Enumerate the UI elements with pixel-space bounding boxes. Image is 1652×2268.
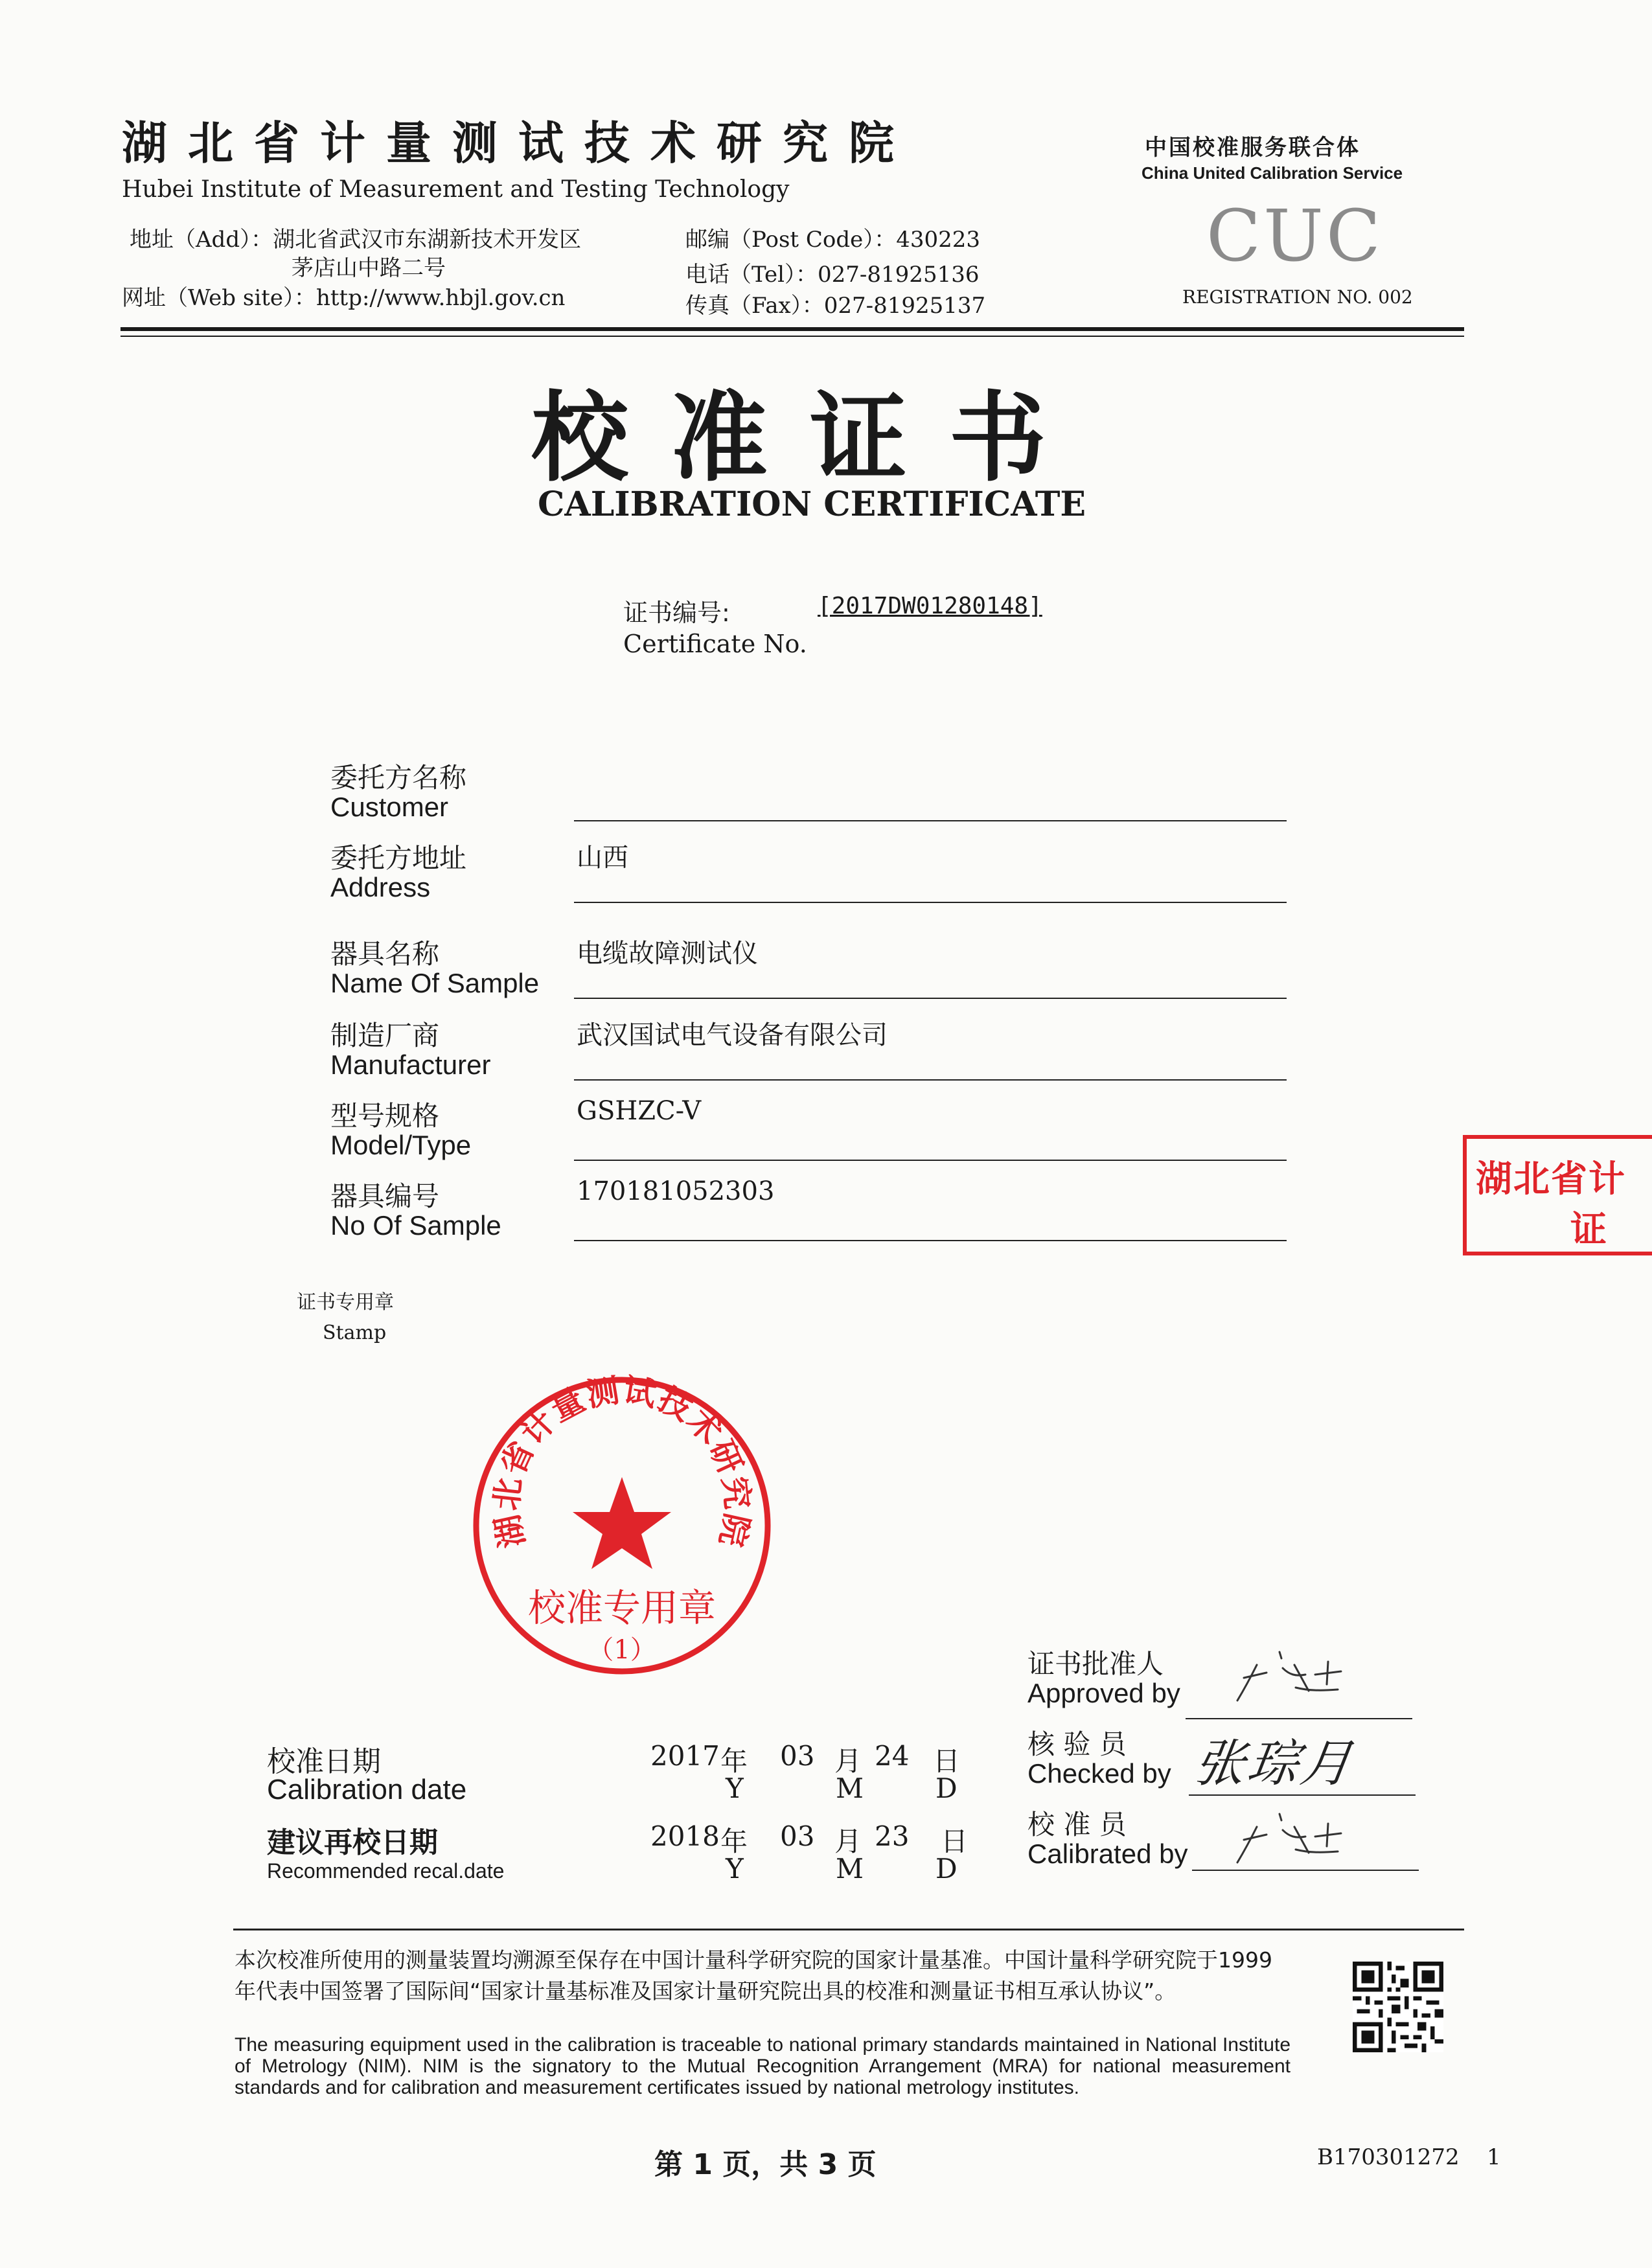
cuc-name-en: China United Calibration Service — [1141, 163, 1403, 183]
calibrated-line — [1192, 1870, 1419, 1871]
website: 网址（Web site）：http://www.hbjl.gov.cn — [122, 285, 566, 311]
stamp-label-en: Stamp — [323, 1322, 387, 1344]
cuc-logo: CUC — [1206, 194, 1384, 277]
customer-underline — [574, 820, 1287, 821]
calibration-m-label: M — [836, 1772, 864, 1804]
seal-ring-text: 湖北省计量测试技术研究院 — [487, 1370, 757, 1552]
page-number: 第 1 页，共 3 页 — [654, 2148, 877, 2181]
side-stamp-line2: 证 — [1570, 1208, 1607, 1251]
recal-year: 2018 — [650, 1820, 720, 1852]
calibrated-label-cn: 校 准 员 — [1027, 1809, 1127, 1840]
recal-year-unit: 年 — [720, 1826, 748, 1857]
sample-no-label-en: No Of Sample — [330, 1210, 501, 1241]
model-value: GSHZC-V — [577, 1096, 702, 1126]
model-label-en: Model/Type — [330, 1130, 472, 1160]
calibration-y-label: Y — [726, 1772, 744, 1804]
side-stamp-line1: 湖北省计 — [1476, 1158, 1626, 1200]
calibration-date-label-en: Calibration date — [267, 1774, 467, 1805]
traceability-note-cn: 本次校准所使用的测量装置均溯源至保存在中国计量科学研究院的国家计量基准。中国计量科学研究院于1999年代表中国签署了国际间“国家计量基标准及国家计量研究院出具的校准和测量证书相互承认协议”。 — [235, 1947, 1272, 2004]
approved-label-en: Approved by — [1027, 1678, 1180, 1708]
recal-month-unit: 月 — [834, 1826, 862, 1857]
address-label-en: Address — [330, 872, 431, 902]
manufacturer-label-en: Manufacturer — [330, 1049, 491, 1080]
recal-y-label: Y — [726, 1853, 744, 1884]
postcode: 邮编（Post Code）：430223 — [685, 227, 981, 253]
address-underline — [574, 902, 1287, 903]
stamp-label-cn: 证书专用章 — [297, 1291, 394, 1314]
star-icon — [573, 1477, 671, 1569]
document-code: B170301272 — [1317, 2144, 1460, 2170]
cuc-registration: REGISTRATION NO. 002 — [1182, 286, 1413, 308]
seal-center-text: 校准专用章 — [527, 1586, 717, 1630]
address-value: 山西 — [577, 843, 628, 873]
certificate-no-label-cn: 证书编号: — [623, 599, 730, 627]
recal-date-label-en: Recommended recal.date — [267, 1859, 505, 1883]
calibration-month: 03 — [780, 1740, 815, 1772]
recal-day: 23 — [875, 1820, 910, 1852]
calibrated-label-en: Calibrated by — [1027, 1838, 1188, 1869]
cuc-name-cn: 中国校准服务联合体 — [1145, 135, 1360, 161]
sample-name-underline — [574, 998, 1287, 999]
traceability-note-en: The measuring equipment used in the calibration is traceable to national primary standards maintained in National Institute of Metrology (NIM). NIM is the signatory to the Mutual Recognition Arrangement (MRA) for national measurement standards and for calibration and measurement certificates issued by national metrology institutes. — [235, 2034, 1291, 2098]
customer-label-en: Customer — [330, 792, 449, 822]
fax: 传真（Fax）：027-81925137 — [685, 293, 986, 319]
recal-m-label: M — [836, 1853, 864, 1884]
recal-date-label-cn: 建议再校日期 — [267, 1826, 438, 1859]
sample-name-value: 电缆故障测试仪 — [577, 939, 758, 968]
approved-line — [1186, 1718, 1412, 1719]
sample-no-value: 170181052303 — [577, 1176, 775, 1206]
manufacturer-label-cn: 制造厂商 — [330, 1020, 440, 1051]
certificate-number: [2017DW01280148] — [818, 593, 1042, 619]
document-index: 1 — [1487, 2144, 1501, 2170]
calibration-seal — [466, 1367, 777, 1684]
header-rule-thick — [120, 327, 1464, 331]
manufacturer-value: 武汉国试电气设备有限公司 — [577, 1020, 888, 1050]
seal-number: （1） — [588, 1635, 656, 1665]
model-underline — [574, 1160, 1287, 1161]
calibrated-signature — [1218, 1794, 1386, 1872]
calibration-d-label: D — [935, 1772, 958, 1804]
address-label-cn: 委托方地址 — [330, 842, 467, 874]
calibration-day-unit: 日 — [933, 1745, 961, 1777]
recal-day-unit: 日 — [941, 1826, 969, 1857]
sample-no-underline — [574, 1240, 1287, 1241]
calibration-year: 2017 — [650, 1740, 720, 1772]
address-line-2: 茅店山中路二号 — [292, 255, 446, 281]
sample-name-label-en: Name Of Sample — [330, 968, 540, 998]
checked-label-en: Checked by — [1027, 1758, 1171, 1789]
side-stamp — [1463, 1135, 1652, 1255]
recal-month: 03 — [780, 1820, 815, 1852]
checked-signature: 张琮月 — [1190, 1735, 1359, 1793]
customer-label-cn: 委托方名称 — [330, 762, 467, 794]
sample-no-label-cn: 器具编号 — [330, 1180, 440, 1212]
header-rule-thin — [120, 336, 1464, 337]
footer-rule — [233, 1929, 1464, 1930]
approved-label-cn: 证书批准人 — [1027, 1648, 1164, 1680]
telephone: 电话（Tel）：027-81925136 — [685, 262, 980, 288]
certificate-title-en: CALIBRATION CERTIFICATE — [538, 485, 1086, 524]
institute-name-en: Hubei Institute of Measurement and Testing Technology — [122, 176, 790, 203]
calibration-day: 24 — [875, 1740, 910, 1772]
institute-name-cn: 湖北省计量测试技术研究院 — [122, 116, 915, 170]
certificate-title-cn: 校准证书 — [531, 381, 1089, 495]
calibration-year-unit: 年 — [720, 1745, 748, 1777]
certificate-no-label-en: Certificate No. — [623, 630, 807, 658]
qr-code-icon — [1353, 1962, 1443, 2052]
manufacturer-underline — [574, 1079, 1287, 1081]
model-label-cn: 型号规格 — [330, 1100, 440, 1132]
approved-signature — [1218, 1639, 1386, 1710]
calibration-date-label-cn: 校准日期 — [267, 1745, 381, 1778]
checked-label-cn: 核 验 员 — [1027, 1728, 1127, 1760]
address-line-1: 地址（Add）：湖北省武汉市东湖新技术开发区 — [130, 227, 582, 253]
calibration-month-unit: 月 — [834, 1745, 862, 1777]
recal-d-label: D — [935, 1853, 958, 1884]
sample-name-label-cn: 器具名称 — [330, 938, 440, 970]
